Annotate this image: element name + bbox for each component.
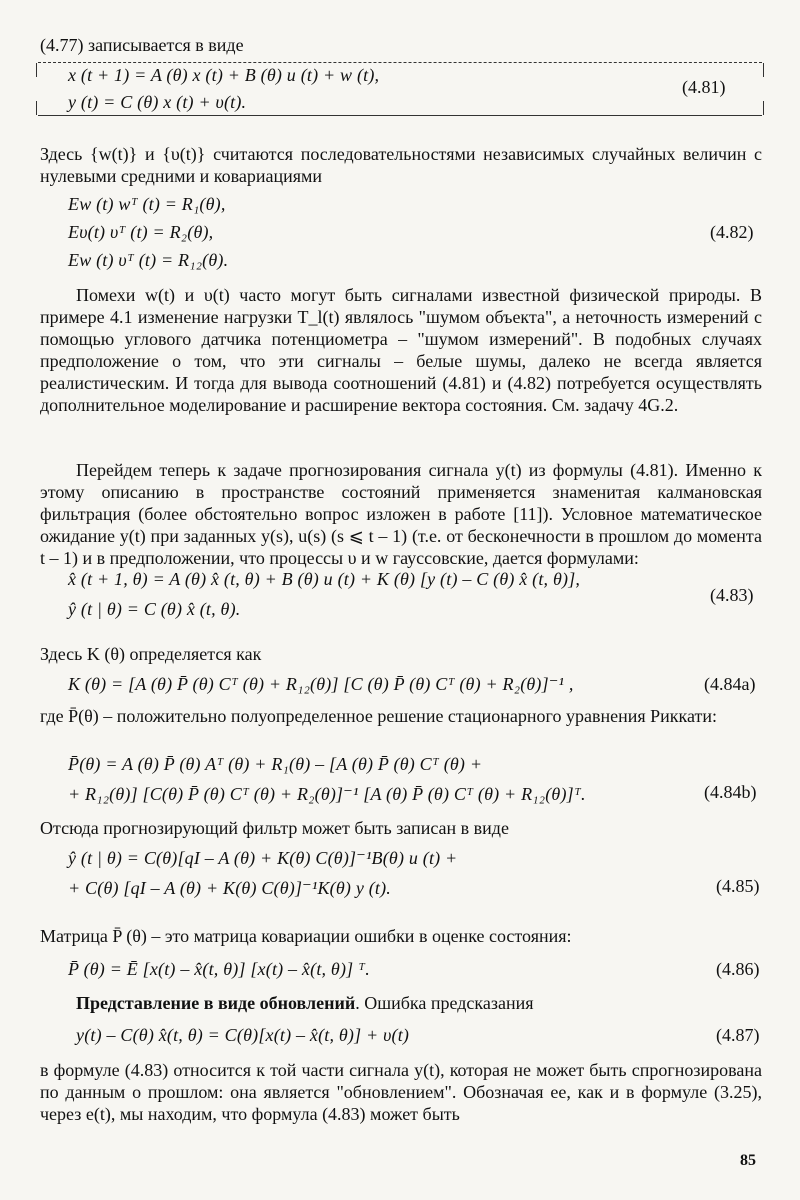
eq-4-84b-line1: P̄(θ) = A (θ) P̄ (θ) Aᵀ (θ) + R₁(θ) – [A (θ) P̄ (θ) Cᵀ (θ) + (68, 754, 483, 774)
eq-4-87-line1: y(t) – C(θ) x̂(t, θ) = C(θ)[x(t) – x̂(t, θ)] + υ(t) (76, 1025, 410, 1045)
eq-4-85-line1: ŷ (t | θ) = C(θ)[qI – A (θ) + K(θ) C(θ)]⁻¹B(θ) u (t) + (68, 848, 458, 868)
paragraph-kalman: Перейдем теперь к задаче прогнозирования сигнала y(t) из формулы (4.81). Именно к этому описанию в пространстве состояний применяется знаменитая калмановская фильтрация (более обстоятельно вопрос изложен в работе [11]). Условное математическое ожидание y(t) при заданных y(s), u(s) (s ⩽ t – 1) (т.е. от бесконечности в прошлом до момента t – 1) и в предположении, что процессы υ и w гауссовские, дается формулами: (40, 460, 762, 568)
eq-4-84b-line2: + R₁₂(θ)] [C(θ) P̄ (θ) Cᵀ (θ) + R₂(θ)]⁻¹ [A (θ) P̄ (θ) Cᵀ (θ) + R₁₂(θ)]ᵀ. (68, 784, 586, 804)
paragraph-noise-nature: Помехи w(t) и υ(t) часто могут быть сигналами известной физической природы. В примере 4.1 изменение нагрузки T_l(t) являлось "шумом объекта", а неточность измерений с помощью углового датчика потенциометра – "шумом измерений". В подобных случаях предположение о том, что эти сигналы – белые шумы, далеко не всегда является реалистическим. И тогда для вывода соотношений (4.81) и (4.82) потребуется осуществлять дополнительное моделирование и расширение вектора состояния. См. задачу 4G.2. (40, 285, 762, 415)
eq-4-84a-line1: K (θ) = [A (θ) P̄ (θ) Cᵀ (θ) + R₁₂(θ)] [C (θ) P̄ (θ) Cᵀ (θ) + R₂(θ)]⁻¹ , (68, 674, 574, 694)
eq-number-4-83: (4.83) (710, 585, 754, 605)
eq-number-4-87: (4.87) (716, 1025, 760, 1045)
eq-number-4-81: (4.81) (682, 77, 726, 97)
heading-rest: . Ошибка предсказания (355, 993, 534, 1013)
eq-4-83-line2: ŷ (t | θ) = C (θ) x̂ (t, θ). (68, 599, 241, 619)
section-heading-innovations (76, 992, 534, 1014)
page-number: 85 (740, 1152, 756, 1169)
heading-bold-part: Представление в виде обновлений (76, 993, 356, 1013)
eq-4-82-line3: Ew (t) υᵀ (t) = R₁₂(θ). (68, 250, 229, 270)
eq-number-4-84a: (4.84a) (704, 674, 756, 694)
eq-number-4-82: (4.82) (710, 222, 754, 242)
eq-4-83-line1: x̂ (t + 1, θ) = A (θ) x̂ (t, θ) + B (θ) u (t) + K (θ) [y (t) – C (θ) x̂ (t, θ)], (68, 569, 581, 589)
eq-4-82-line1: Ew (t) wᵀ (t) = R₁(θ), (68, 194, 226, 214)
line-predicting-filter: Отсюда прогнозирующий фильтр может быть записан в виде (40, 818, 509, 838)
eq-4-81-line1: x (t + 1) = A (θ) x (t) + B (θ) u (t) + w (t), (68, 65, 380, 85)
intro-line: (4.77) записывается в виде (40, 35, 244, 55)
paragraph-innovation: в формуле (4.83) относится к той части сигнала y(t), которая не может быть спрогнозирована по данным о прошлом: она является "обновлением". Обозначая ее, как и в формуле (3.25), через e(t), мы находим, что формула (4.83) может быть (40, 1060, 762, 1124)
paragraph-riccati: где P̄(θ) – положительно полуопределенное решение стационарного уравнения Риккати: (40, 706, 717, 726)
paragraph-noise-definition: Здесь {w(t)} и {υ(t)} считаются последовательностями независимых случайных величин с нулевыми средними и ковариациями (40, 144, 762, 186)
eq-number-4-84b: (4.84b) (704, 782, 757, 802)
line-covariance-matrix: Матрица P̄ (θ) – это матрица ковариации ошибки в оценке состояния: (40, 926, 572, 946)
eq-number-4-86: (4.86) (716, 959, 760, 979)
eq-4-81-line2: y (t) = C (θ) x (t) + υ(t). (68, 92, 247, 112)
eq-4-85-line2: + C(θ) [qI – A (θ) + K(θ) C(θ)]⁻¹K(θ) y (t). (68, 878, 391, 898)
eq-4-86-line1: P̄ (θ) = Ē [x(t) – x̂(t, θ)] [x(t) – x̂(t, θ)] ᵀ. (68, 959, 370, 979)
eq-number-4-85: (4.85) (716, 876, 760, 896)
line-k-definition: Здесь K (θ) определяется как (40, 644, 262, 664)
eq-4-82-line2: Eυ(t) υᵀ (t) = R₂(θ), (68, 222, 214, 242)
